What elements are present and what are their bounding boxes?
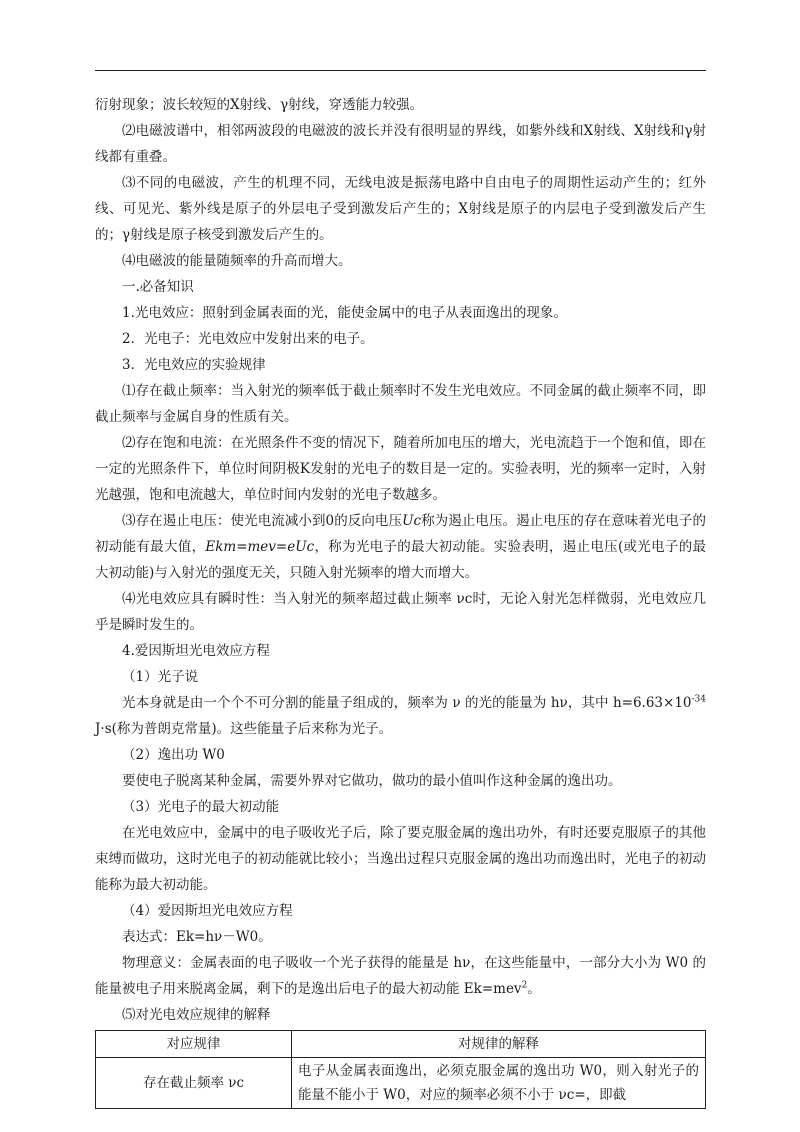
- text-run: ⑶存在遏止电压：使光电流减小到0的反向电压: [122, 513, 403, 529]
- section-heading: 一.必备知识: [122, 279, 194, 295]
- table-header-cell: 对规律的解释: [292, 1031, 706, 1058]
- table-cell: 存在截止频率 νc: [96, 1058, 292, 1109]
- text-run: J·s(称为普朗克常量)。这些能量子后来称为光子。: [95, 721, 393, 737]
- paragraph: ⑴存在截止频率：当入射光的频率低于截止频率时不发生光电效应。不同金属的截止频率不同，即截止频率与金属自身的性质有关。: [95, 383, 706, 425]
- paragraph: 在光电效应中，金属中的电子吸收光子后，除了要克服金属的逸出功外，有时还要克服原子的其他束缚而做功，这时光电子的初动能就比较小；当逸出过程只克服金属的逸出功而逸出时，光电子的初动能称为最大初动能。: [95, 825, 706, 893]
- paragraph: ⑷光电效应具有瞬时性：当入射光的频率超过截止频率 νc时，无论入射光怎样微弱，光电效应几乎是瞬时发生的。: [95, 591, 706, 633]
- paragraph: [95, 690, 706, 742]
- exponent: -34: [691, 694, 706, 705]
- paragraph: [95, 950, 706, 1002]
- formula: Ekm=mev=eUc: [205, 539, 315, 555]
- text-run: 。: [527, 981, 541, 997]
- sub-heading: （1）光子说: [122, 669, 199, 685]
- text-run: 物理意义：金属表面的电子吸收一个光子获得的能量是 hν，在这些能量中，一部分大小为 W0 的能量被电子用来脱离金属，剩下的是逸出后电子的最大初动能 Ek=mev: [95, 955, 706, 997]
- formula-line: 表达式：Ek=hν－W0。: [122, 929, 272, 945]
- sub-heading: ⑸对光电效应规律的解释: [122, 1007, 271, 1023]
- paragraph: ⑵电磁波谱中，相邻两波段的电磁波的波长并没有很明显的界线，如紫外线和X射线、X射线和γ射线都有重叠。: [95, 123, 706, 165]
- paragraph: ⑶不同的电磁波，产生的机理不同，无线电波是振荡电路中自由电子的周期性运动产生的；红外线、可见光、紫外线是原子的外层电子受到激发后产生的；X射线是原子的内层电子受到激发后产生的；γ射线是原子核受到激发后产生的。: [95, 175, 706, 243]
- sub-heading: （2）逸出功 W0: [122, 747, 225, 763]
- table-header-row: [96, 1031, 706, 1058]
- law-explanation-table: [95, 1030, 706, 1109]
- exponent: 2: [521, 980, 528, 991]
- section-heading: 3．光电效应的实验规律: [122, 357, 266, 373]
- text-run: 称为遏止电压。遏止电压的存在意味着光电子的初动能有最大值，: [95, 513, 707, 555]
- sub-heading: （4）爱因斯坦光电效应方程: [122, 903, 293, 919]
- paragraph: ⑷电磁波的能量随频率的升高而增大。: [122, 253, 352, 269]
- table-cell: 电子从金属表面逸出，必须克服金属的逸出功 W0，则入射光子的能量不能小于 W0，对应的频率必须不小于 νc=，即截: [292, 1058, 706, 1109]
- text-run: ，称为光电子的最大初动能。实验表明，遏止电压(或光电子的最大初动能)与入射光的强度无关，只随入射光频率的增大而增大。: [95, 539, 706, 581]
- paragraph: 2．光电子：光电效应中发射出来的电子。: [122, 331, 374, 347]
- text-run: 光本身就是由一个个不可分割的能量子组成的，频率为 ν 的光的能量为 hν，其中 h=6.63×10: [122, 695, 692, 711]
- paragraph: ⑵存在饱和电流：在光照条件不变的情况下，随着所加电压的增大，光电流趋于一个饱和值，即在一定的光照条件下，单位时间阴极K发射的光电子的数目是一定的。实验表明，光的频率一定时，入射光越强，饱和电流越大，单位时间内发射的光电子数越多。: [95, 435, 706, 503]
- document-body: [95, 92, 706, 1109]
- table-header-cell: 对应规律: [96, 1031, 292, 1058]
- sub-heading: （3）光电子的最大初动能: [122, 799, 280, 815]
- paragraph: 衍射现象；波长较短的X射线、γ射线，穿透能力较强。: [95, 97, 424, 113]
- paragraph: 要使电子脱离某种金属，需要外界对它做功，做功的最小值叫作这种金属的逸出功。: [122, 773, 622, 789]
- header-rule: [95, 70, 706, 71]
- paragraph: [95, 508, 706, 586]
- table-row: [96, 1058, 706, 1109]
- section-heading: 4.爱因斯坦光电效应方程: [122, 643, 270, 659]
- paragraph: 1.光电效应：照射到金属表面的光，能使金属中的电子从表面逸出的现象。: [122, 305, 567, 321]
- formula: Uc: [402, 513, 422, 529]
